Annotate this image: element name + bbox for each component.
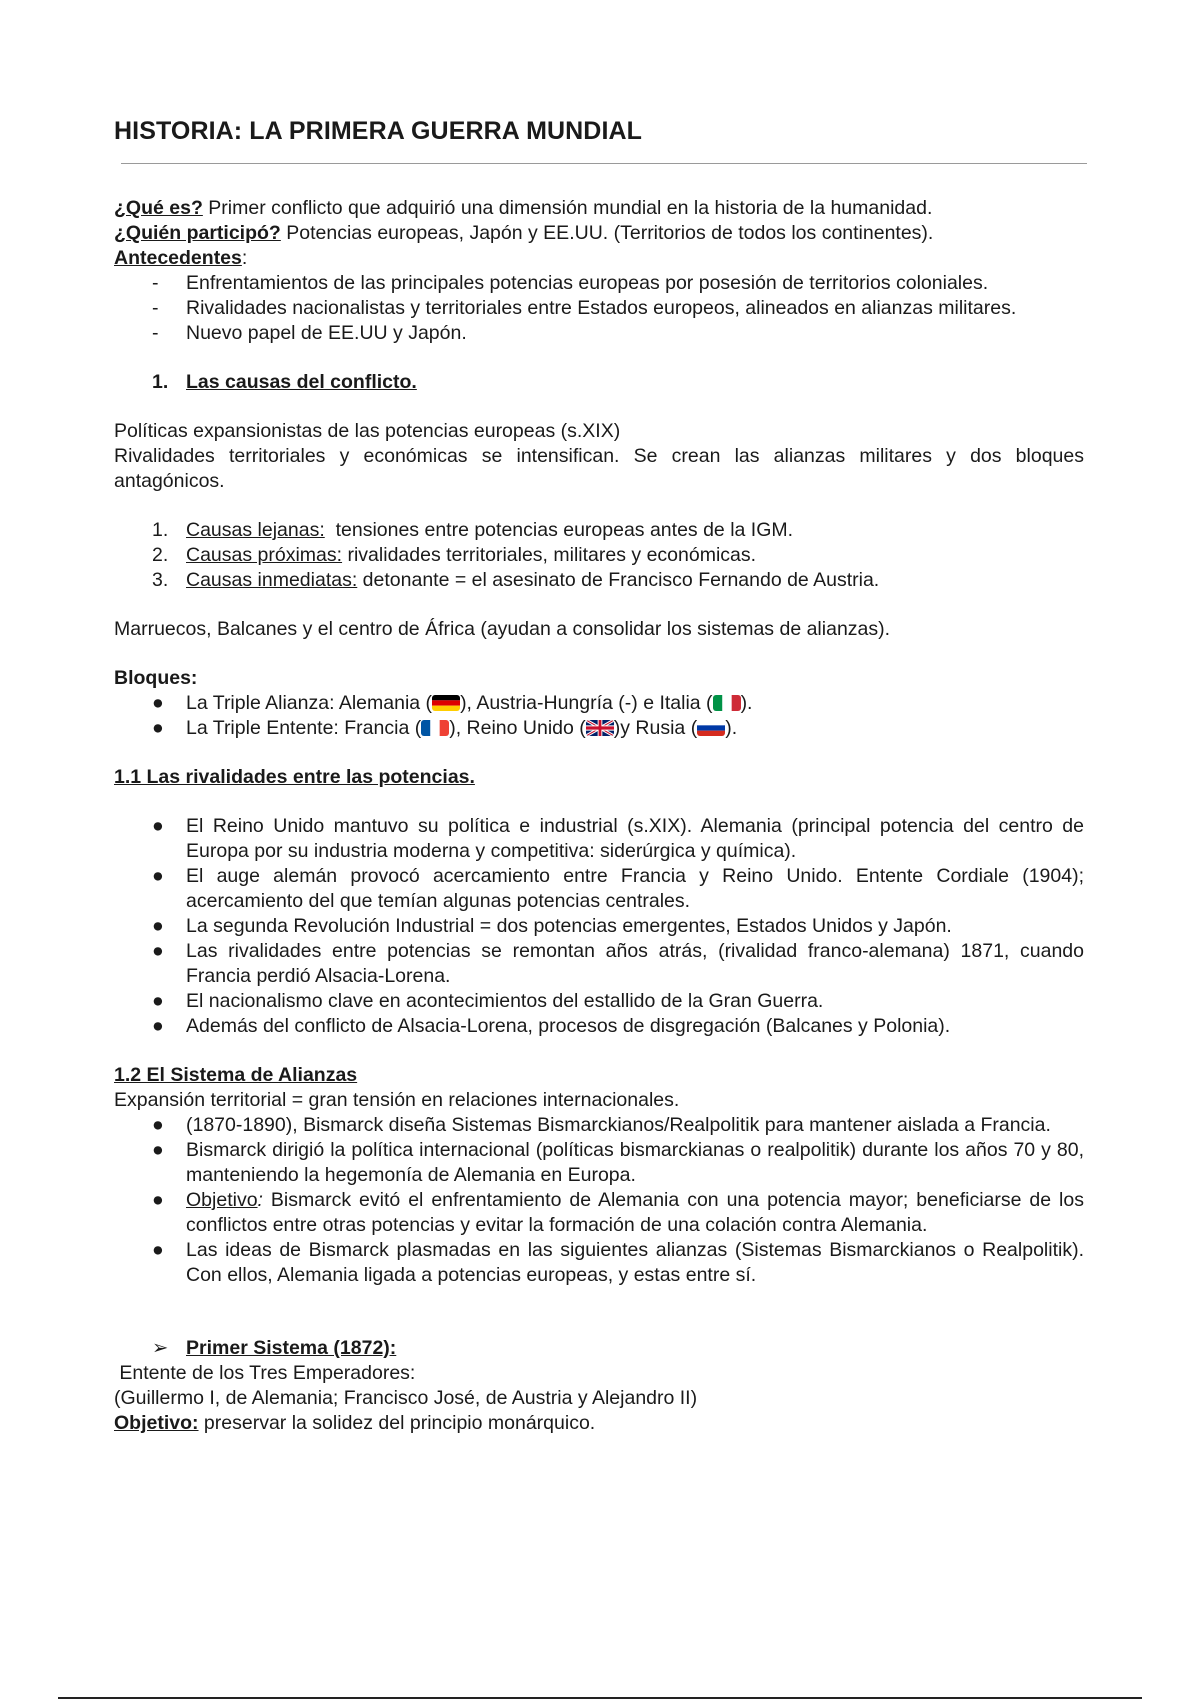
cause-text: detonante = el asesinato de Francisco Fernando de Austria. bbox=[357, 569, 880, 591]
section-1-paragraph-2: Rivalidades territoriales y económicas se intensifican. Se crean las alianzas militares y dos bloques antagónicos. bbox=[114, 445, 1084, 492]
list-item bbox=[114, 691, 1084, 716]
alianzas-list bbox=[114, 1113, 1084, 1288]
list-item bbox=[114, 1113, 1084, 1138]
list-item-text: El auge alemán provocó acercamiento entre Francia y Reino Unido. Entente Cordiale (1904); acercamiento del que temían algunas potencias centrales. bbox=[186, 865, 1084, 912]
list-item-text: (1870-1890), Bismarck diseña Sistemas Bismarckianos/Realpolitik para mantener aislada a Francia. bbox=[186, 1114, 1051, 1136]
bullet-marker: ● bbox=[152, 692, 164, 714]
list-item-text: Enfrentamientos de las principales potencias europeas por posesión de territorios coloniales. bbox=[186, 272, 989, 294]
list-item bbox=[114, 864, 1084, 914]
bullet-marker: ● bbox=[152, 1239, 164, 1261]
list-number: 2. bbox=[152, 544, 169, 566]
objetivo-label: Objetivo bbox=[186, 1189, 258, 1211]
list-item-text: Bismarck evitó el enfrentamiento de Alemania con una potencia mayor; beneficiarse de los conflictos entre otras potencias y evitar la formación de una colación contra Alemania. bbox=[186, 1189, 1084, 1236]
quien-participo-text: Potencias europeas, Japón y EE.UU. (Territorios de todos los continentes). bbox=[280, 222, 934, 244]
objetivo-text: preservar la solidez del principio monárquico. bbox=[198, 1412, 596, 1434]
list-item-text: Nuevo papel de EE.UU y Japón. bbox=[186, 322, 467, 344]
section-number: 1. bbox=[152, 371, 169, 393]
section-1-heading-list bbox=[114, 370, 1084, 395]
bullet-marker: ● bbox=[152, 1139, 164, 1161]
list-item bbox=[114, 1238, 1084, 1288]
bullet-marker: ● bbox=[152, 1015, 164, 1037]
bloque-text: La Triple Alianza: Alemania ( bbox=[186, 692, 433, 714]
list-item-text: Las ideas de Bismarck plasmadas en las siguientes alianzas (Sistemas Bismarckianos o Realpolitik). Con ellos, Alemania ligada a potencias europeas, y estas entre sí. bbox=[186, 1239, 1084, 1286]
section-heading-text: Primer Sistema (1872): bbox=[186, 1337, 397, 1359]
italy-flag-icon bbox=[713, 695, 741, 711]
germany-flag-icon bbox=[432, 695, 460, 711]
bloque-text: ). bbox=[725, 717, 738, 739]
list-item bbox=[114, 814, 1084, 864]
title-divider bbox=[121, 163, 1087, 164]
page-bottom-divider bbox=[58, 1697, 1142, 1699]
list-item bbox=[114, 716, 1084, 741]
list-item-text: Las rivalidades entre potencias se remontan años atrás, (rivalidad franco-alemana) 1871, cuando Francia perdió Alsacia-Lorena. bbox=[186, 940, 1084, 987]
bullet-marker: ● bbox=[152, 1189, 164, 1211]
rivalidades-list bbox=[114, 814, 1084, 1039]
cause-text: tensiones entre potencias europeas antes de la IGM. bbox=[324, 519, 794, 541]
bloques-heading bbox=[114, 666, 1084, 691]
objetivo-label: Objetivo: bbox=[114, 1412, 199, 1434]
bullet-marker: ● bbox=[152, 940, 164, 962]
uk-flag-icon bbox=[586, 720, 614, 736]
bloque-text: ), Austria-Hungría (-) e Italia ( bbox=[460, 692, 713, 714]
antecedentes-label: Antecedentes bbox=[114, 247, 242, 269]
bullet-marker: ● bbox=[152, 815, 164, 837]
list-item-text: El nacionalismo clave en acontecimientos del estallido de la Gran Guerra. bbox=[186, 990, 824, 1012]
antecedentes-list bbox=[114, 271, 1084, 346]
antecedentes-heading bbox=[114, 246, 1084, 271]
bullet-marker: ● bbox=[152, 990, 164, 1012]
bloques-list bbox=[114, 691, 1084, 741]
cause-text: rivalidades territoriales, militares y económicas. bbox=[342, 544, 757, 566]
intro-quien-participo bbox=[114, 221, 1084, 246]
cause-label: Causas lejanas: bbox=[186, 519, 325, 541]
list-item bbox=[114, 518, 1084, 543]
list-number: 1. bbox=[152, 519, 169, 541]
list-item bbox=[114, 1188, 1084, 1238]
france-flag-icon bbox=[421, 720, 449, 736]
russia-flag-icon bbox=[697, 720, 725, 736]
list-item-text: Bismarck dirigió la política internacional (políticas bismarckianas o realpolitik) durante los años 70 y 80, manteniendo la hegemonía de Alemania en Europa. bbox=[186, 1139, 1084, 1186]
dash-marker: - bbox=[152, 322, 159, 344]
bloque-text: La Triple Entente: Francia ( bbox=[186, 717, 422, 739]
dash-marker: - bbox=[152, 297, 159, 319]
section-1-2-heading bbox=[114, 1063, 1084, 1088]
list-item bbox=[114, 321, 1084, 346]
primer-sistema-heading bbox=[114, 1336, 1084, 1361]
dash-marker: - bbox=[152, 272, 159, 294]
bullet-marker: ● bbox=[152, 915, 164, 937]
intro-que-es bbox=[114, 196, 1084, 221]
bullet-marker: ● bbox=[152, 1114, 164, 1136]
section-1-paragraph-1: Políticas expansionistas de las potencias europeas (s.XIX) bbox=[114, 420, 621, 442]
list-number: 3. bbox=[152, 569, 169, 591]
arrow-icon: ➢ bbox=[152, 1337, 169, 1359]
list-item bbox=[114, 543, 1084, 568]
list-item-text: El Reino Unido mantuvo su política e industrial (s.XIX). Alemania (principal potencia del centro de Europa por su industria moderna y competitiva: siderúrgica y química). bbox=[186, 815, 1084, 862]
section-1-heading bbox=[114, 370, 1084, 395]
list-item bbox=[114, 568, 1084, 593]
cause-label: Causas inmediatas: bbox=[186, 569, 358, 591]
section-1-2-intro: Expansión territorial = gran tensión en relaciones internacionales. bbox=[114, 1089, 680, 1111]
list-item-text: La segunda Revolución Industrial = dos potencias emergentes, Estados Unidos y Japón. bbox=[186, 915, 952, 937]
list-item bbox=[114, 296, 1084, 321]
causes-list bbox=[114, 518, 1084, 593]
antecedentes-colon: : bbox=[241, 247, 248, 269]
bloque-text: ). bbox=[740, 692, 753, 714]
section-1-1-heading bbox=[114, 765, 1084, 790]
objetivo-colon: : bbox=[257, 1189, 263, 1211]
bullet-marker: ● bbox=[152, 865, 164, 887]
document-page bbox=[114, 110, 1084, 1436]
list-item bbox=[114, 939, 1084, 989]
list-item bbox=[114, 271, 1084, 296]
list-item bbox=[114, 1014, 1084, 1039]
page-title: HISTORIA: LA PRIMERA GUERRA MUNDIAL bbox=[114, 117, 643, 145]
list-item-text: Rivalidades nacionalistas y territoriales entre Estados europeos, alineados en alianzas militares. bbox=[186, 297, 1017, 319]
quien-participo-label: ¿Quién participó? bbox=[114, 222, 281, 244]
bloques-label: Bloques: bbox=[114, 667, 198, 689]
primer-sistema-list bbox=[114, 1336, 1084, 1361]
list-item bbox=[114, 914, 1084, 939]
bloque-text: ), Reino Unido ( bbox=[449, 717, 586, 739]
primer-sistema-line-1: Entente de los Tres Emperadores: bbox=[114, 1362, 416, 1384]
que-es-text: Primer conflicto que adquirió una dimensión mundial en la historia de la humanidad. bbox=[202, 197, 933, 219]
primer-sistema-objetivo bbox=[114, 1411, 1084, 1436]
bullet-marker: ● bbox=[152, 717, 164, 739]
bloque-text: )y Rusia ( bbox=[613, 717, 698, 739]
cause-label: Causas próximas: bbox=[186, 544, 343, 566]
section-heading-text: 1.1 Las rivalidades entre las potencias. bbox=[114, 766, 475, 788]
section-heading-text: 1.2 El Sistema de Alianzas bbox=[114, 1064, 358, 1086]
primer-sistema-line-2: (Guillermo I, de Alemania; Francisco José, de Austria y Alejandro II) bbox=[114, 1387, 698, 1409]
list-item-text: Además del conflicto de Alsacia-Lorena, procesos de disgregación (Balcanes y Polonia). bbox=[186, 1015, 951, 1037]
list-item bbox=[114, 989, 1084, 1014]
section-heading-text: Las causas del conflicto. bbox=[186, 371, 417, 393]
section-1-paragraph-3: Marruecos, Balcanes y el centro de África (ayudan a consolidar los sistemas de alianzas). bbox=[114, 618, 891, 640]
list-item bbox=[114, 1138, 1084, 1188]
que-es-label: ¿Qué es? bbox=[114, 197, 203, 219]
